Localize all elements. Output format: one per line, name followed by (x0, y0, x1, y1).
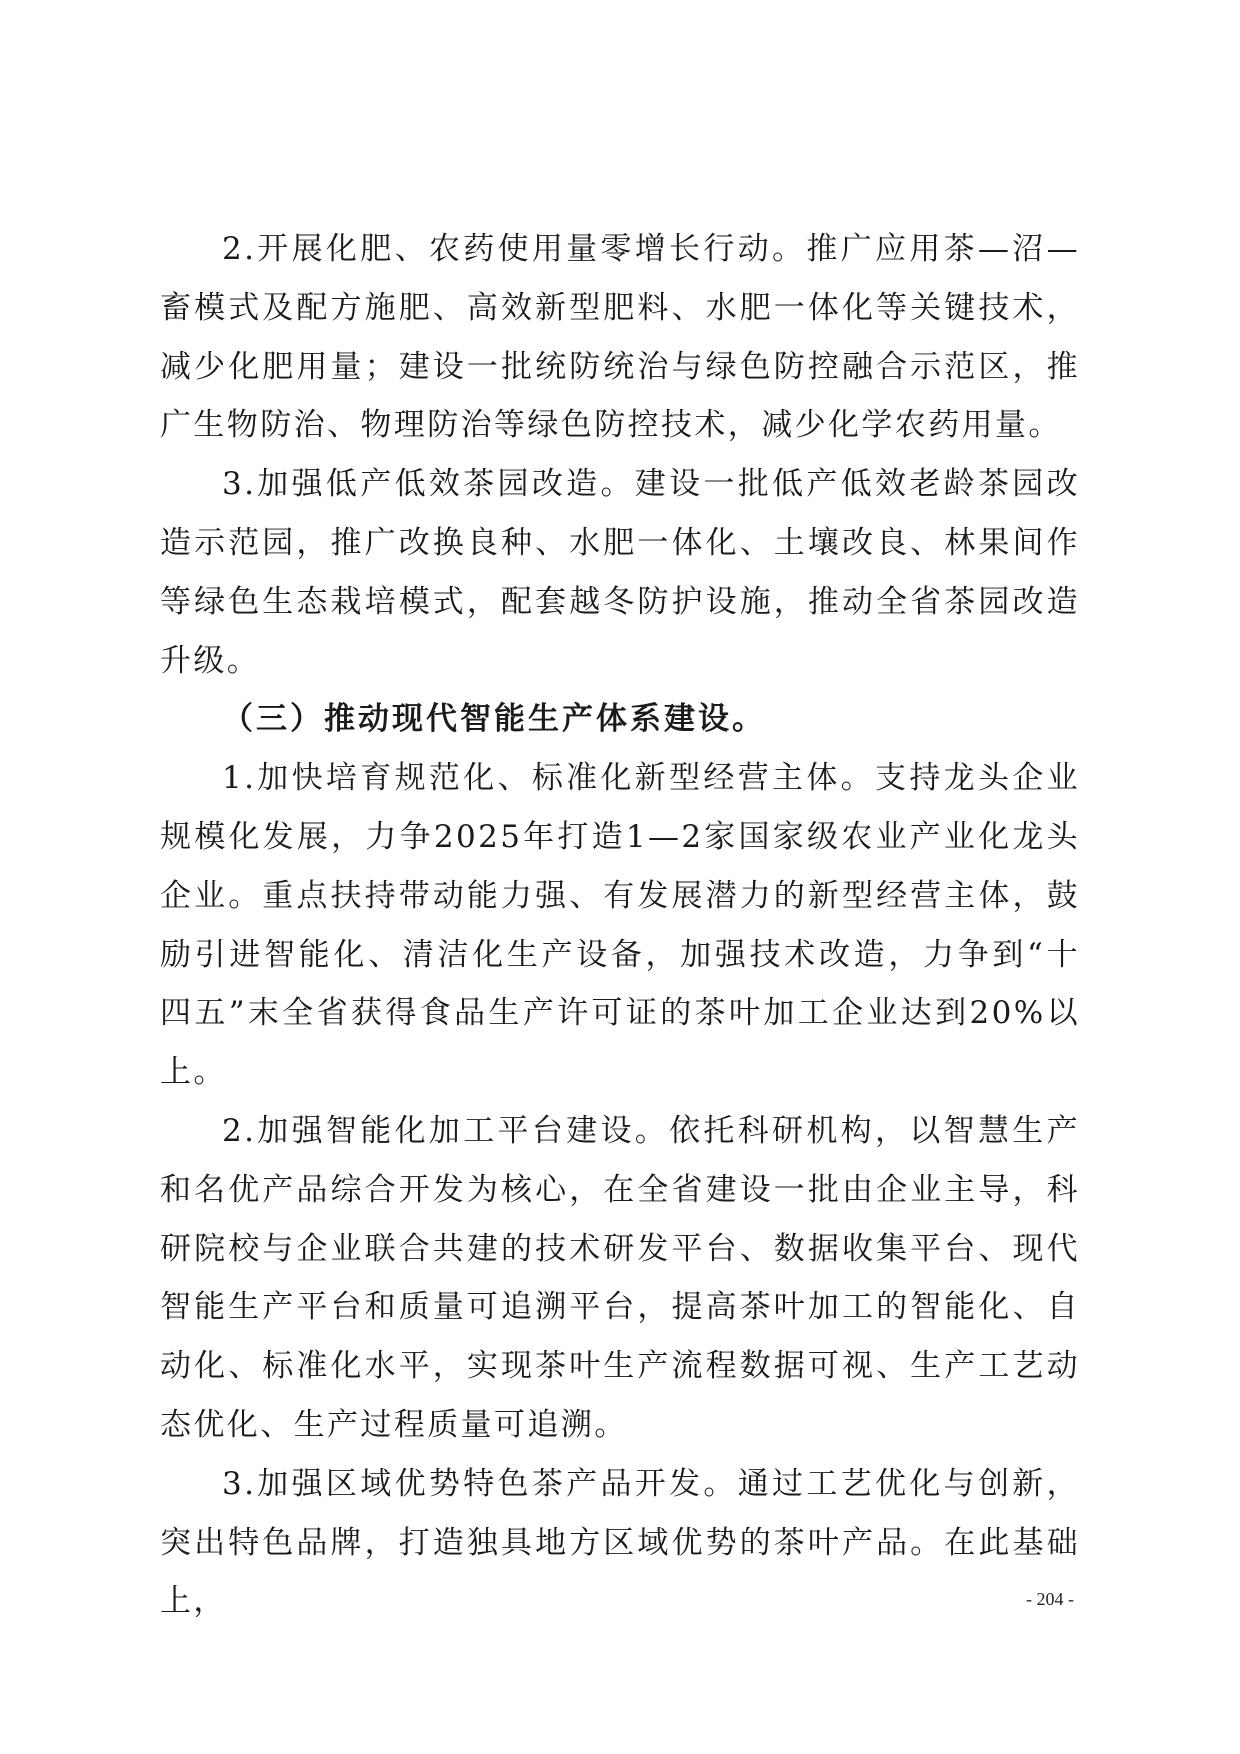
document-body (160, 220, 1080, 1631)
paragraph-smart-platform: 2.加强智能化加工平台建设。依托科研机构，以智慧生产和名优产品综合开发为核心，在全省建设一批由企业主导，科研院校与企业联合共建的技术研发平台、数据收集平台、现代智能生产平台和质量可追溯平台，提高茶叶加工的智能化、自动化、标准化水平，实现茶叶生产流程数据可视、生产工艺动态优化、生产过程质量可追溯。 (160, 1112, 1080, 1443)
paragraph-business-entities: 1.加快培育规范化、标准化新型经营主体。支持龙头企业规模化发展，力争2025年打造1—2家国家级农业产业化龙头企业。重点扶持带动能力强、有发展潜力的新型经营主体，鼓励引进智能化、清洁化生产设备，加强技术改造，力争到“十四五”末全省获得食品生产许可证的茶叶加工企业达到20%以上。 (160, 760, 1080, 1091)
paragraph-tea-garden-renovation: 3.加强低产低效茶园改造。建设一批低产低效老龄茶园改造示范园，推广改换良种、水肥一体化、土壤改良、林果间作等绿色生态栽培模式，配套越冬防护设施，推动全省茶园改造升级。 (160, 466, 1080, 679)
paragraph-fertilizer-pesticide: 2.开展化肥、农药使用量零增长行动。推广应用茶—沼—畜模式及配方施肥、高效新型肥料、水肥一体化等关键技术，减少化肥用量；建设一批统防统治与绿色防控融合示范区，推广生物防治、物理防治等绿色防控技术，减少化学农药用量。 (160, 231, 1080, 444)
paragraph-regional-products: 3.加强区域优势特色茶产品开发。通过工艺优化与创新，突出特色品牌，打造独具地方区域优势的茶叶产品。在此基础上， (160, 1465, 1080, 1620)
page-number: - 204 - (1026, 1589, 1074, 1609)
section-heading: （三）推动现代智能生产体系建设。 (222, 701, 766, 738)
